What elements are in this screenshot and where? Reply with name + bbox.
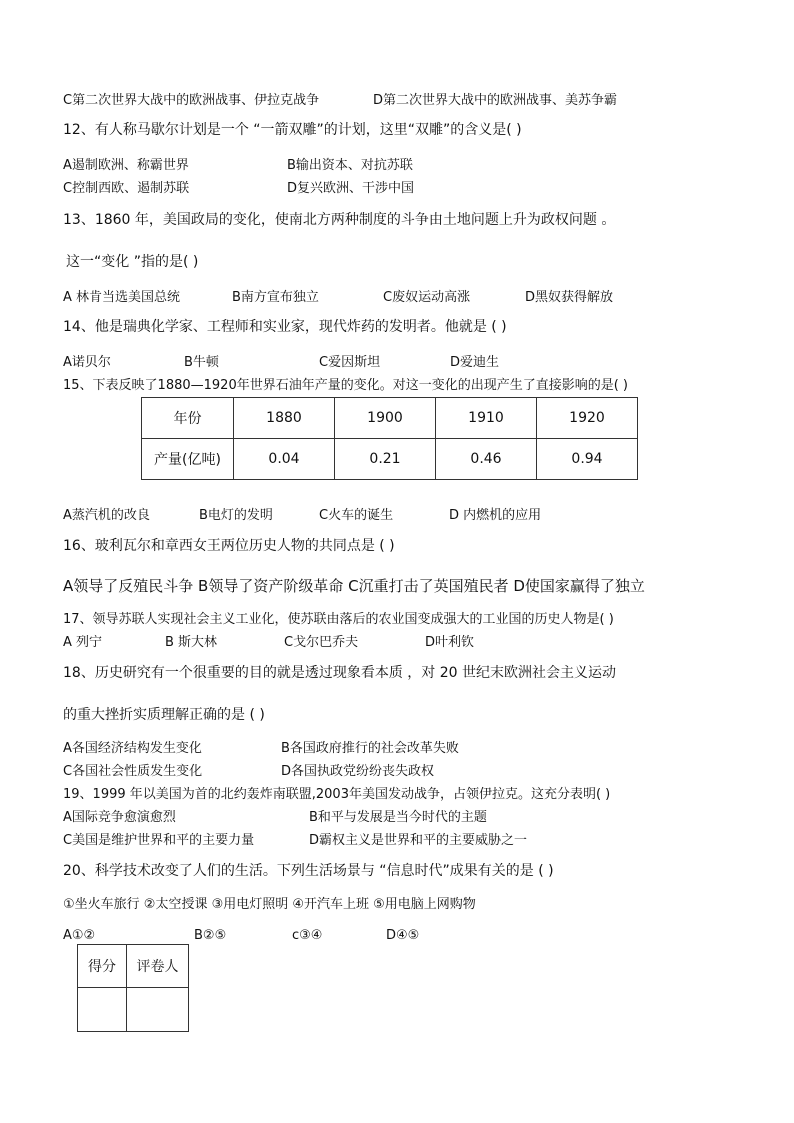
q15-stem: 15、下表反映了1880—1920年世界石油年产量的变化。对这一变化的出现产生了直接影响的是( ) xyxy=(63,378,628,393)
oil-production-table xyxy=(141,397,638,480)
q13-option-b: B南方宣布独立 xyxy=(232,290,319,305)
table-cell: 0.21 xyxy=(335,439,436,480)
q18-stem-line1: 18、历史研究有一个很重要的目的就是透过现象看本质 ，对 20 世纪末欧洲社会主义运动 xyxy=(63,665,616,681)
q12-option-c: C控制西欧、遏制苏联 xyxy=(63,181,190,196)
q15-option-c: C火车的诞生 xyxy=(319,508,394,523)
q13-stem-line2: 这一“变化 ”指的是( ) xyxy=(66,254,199,270)
q18-stem-line2: 的重大挫折实质理解正确的是 ( ) xyxy=(63,707,265,723)
q12-option-d: D复兴欧洲、干涉中国 xyxy=(287,181,415,196)
q18-option-c: C各国社会性质发生变化 xyxy=(63,764,203,779)
q20-option-c: c③④ xyxy=(292,928,323,943)
q16-stem: 16、玻利瓦尔和章西女王两位历史人物的共同点是 ( ) xyxy=(63,538,395,554)
score-label: 得分 xyxy=(78,945,127,988)
q12-option-b: B输出资本、对抗苏联 xyxy=(287,158,413,173)
table-header-cell: 1910 xyxy=(436,398,537,439)
q14-stem: 14、他是瑞典化学家、工程师和实业家，现代炸药的发明者。他就是 ( ) xyxy=(63,319,507,335)
q12-option-a: A遏制欧洲、称霸世界 xyxy=(63,158,189,173)
q20-stem: 20、科学技术改变了人们的生活。下列生活场景与 “信息时代”成果有关的是 ( ) xyxy=(63,863,554,879)
q13-option-d: D黑奴获得解放 xyxy=(525,290,614,305)
q17-stem: 17、领导苏联人实现社会主义工业化，使苏联由落后的农业国变成强大的工业国的历史人物是( ) xyxy=(63,612,614,627)
grader-field[interactable] xyxy=(127,988,189,1032)
q19-stem: 19、1999 年以美国为首的北约轰炸南联盟,2003年美国发动战争，占领伊拉克。这充分表明( ) xyxy=(63,787,611,802)
q19-option-c: C美国是维护世界和平的主要力量 xyxy=(63,833,255,848)
table-header-year: 年份 xyxy=(142,398,234,439)
q15-option-b: B电灯的发明 xyxy=(199,508,273,523)
q12-stem: 12、有人称马歇尔计划是一个 “一箭双雕”的计划，这里“双雕”的含义是( ) xyxy=(63,122,522,138)
table-cell: 0.04 xyxy=(234,439,335,480)
q17-option-b: B 斯大林 xyxy=(165,635,218,650)
q20-items: ①坐火车旅行 ②太空授课 ③用电灯照明 ④开汽车上班 ⑤用电脑上网购物 xyxy=(63,897,476,912)
q19-option-d: D霸权主义是世界和平的主要威胁之一 xyxy=(309,833,528,848)
q17-option-d: D叶利钦 xyxy=(425,635,475,650)
q13-stem-line1: 13、1860 年，美国政局的变化，使南北方两种制度的斗争由土地问题上升为政权问题 。 xyxy=(63,212,616,228)
q18-option-a: A各国经济结构发生变化 xyxy=(63,741,202,756)
q17-option-c: C戈尔巴乔夫 xyxy=(284,635,359,650)
q20-option-b: B②⑤ xyxy=(194,928,227,943)
grader-label: 评卷人 xyxy=(127,945,189,988)
q14-option-c: C爱因斯坦 xyxy=(319,355,381,370)
q14-option-d: D爱迪生 xyxy=(450,355,500,370)
q15-option-d: D 内燃机的应用 xyxy=(449,508,542,523)
q11-option-d: D第二次世界大战中的欧洲战事、美苏争霸 xyxy=(373,93,618,108)
q15-option-a: A蒸汽机的改良 xyxy=(63,508,150,523)
q19-option-b: B和平与发展是当今时代的主题 xyxy=(309,810,487,825)
q13-option-a: A 林肯当选美国总统 xyxy=(63,290,181,305)
q18-option-b: B各国政府推行的社会改革失败 xyxy=(281,741,459,756)
table-header-cell: 1900 xyxy=(335,398,436,439)
q13-option-c: C废奴运动高涨 xyxy=(383,290,471,305)
table-cell: 0.94 xyxy=(537,439,638,480)
table-cell: 0.46 xyxy=(436,439,537,480)
table-header-cell: 1920 xyxy=(537,398,638,439)
table-header-cell: 1880 xyxy=(234,398,335,439)
q11-option-c: C第二次世界大战中的欧洲战事、伊拉克战争 xyxy=(63,93,320,108)
q14-option-b: B牛顿 xyxy=(184,355,219,370)
table-row-label: 产量(亿吨) xyxy=(142,439,234,480)
q20-option-d: D④⑤ xyxy=(386,928,420,943)
q17-option-a: A 列宁 xyxy=(63,635,103,650)
score-field[interactable] xyxy=(78,988,127,1032)
score-box xyxy=(77,944,189,1032)
q14-option-a: A诺贝尔 xyxy=(63,355,111,370)
q19-option-a: A国际竞争愈演愈烈 xyxy=(63,810,176,825)
q16-options: A领导了反殖民斗争 B领导了资产阶级革命 C沉重打击了英国殖民者 D使国家赢得了独立 xyxy=(63,577,645,595)
q18-option-d: D各国执政党纷纷丧失政权 xyxy=(281,764,435,779)
q20-option-a: A①② xyxy=(63,928,96,943)
